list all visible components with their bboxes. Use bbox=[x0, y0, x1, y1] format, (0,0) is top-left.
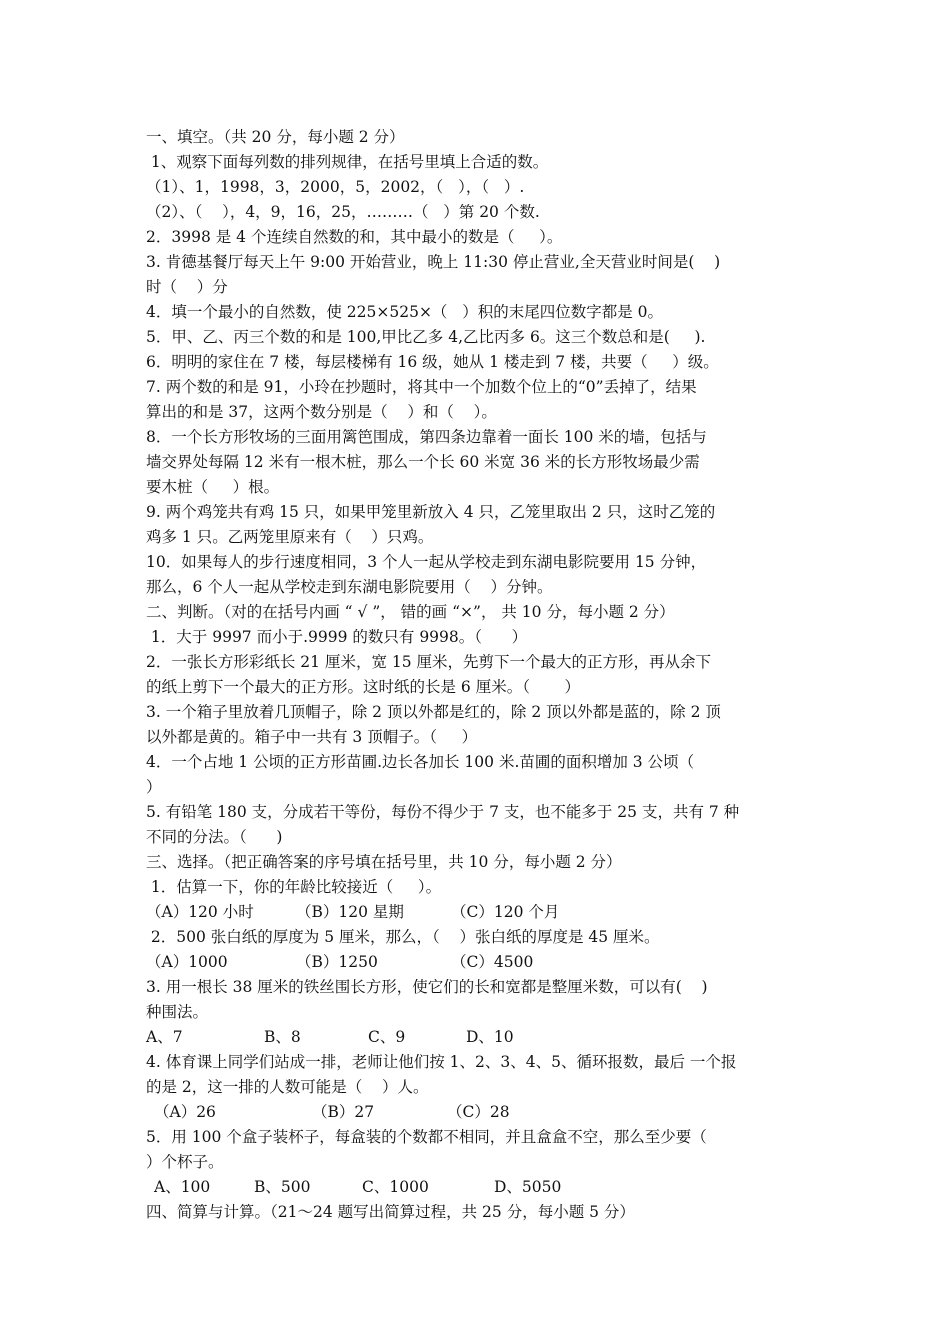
s3-question-5-cont: ）个杯子。 bbox=[146, 1153, 224, 1171]
option: C、9 bbox=[368, 1028, 406, 1046]
s1-line: 9. 两个鸡笼共有鸡 15 只，如果甲笼里新放入 4 只，乙笼里取出 2 只，这时乙笼的 bbox=[146, 503, 716, 521]
s1-line: 10．如果每人的步行速度相同，3 个人一起从学校走到东湖电影院要用 15 分钟， bbox=[146, 553, 707, 571]
s2-line: 1．大于 9997 而小于.9999 的数只有 9998。（ ） bbox=[146, 628, 528, 646]
option: （C）28 bbox=[447, 1103, 510, 1121]
s3-q2-options bbox=[146, 950, 810, 975]
option: （C）4500 bbox=[451, 953, 534, 971]
s1-line: 鸡多 1 只。乙两笼里原来有（ ）只鸡。 bbox=[146, 528, 434, 546]
option: （B）120 星期 bbox=[296, 903, 404, 921]
s1-line: 8．一个长方形牧场的三面用篱笆围成，第四条边靠着一面长 100 米的墙，包括与 bbox=[146, 428, 707, 446]
exam-page bbox=[146, 125, 810, 1225]
s2-line: 2．一张长方形彩纸长 21 厘米，宽 15 厘米，先剪下一个最大的正方形，再从余下 bbox=[146, 653, 712, 671]
s1-line: 7. 两个数的和是 91，小玲在抄题时，将其中一个加数个位上的“0”丢掉了，结果 bbox=[146, 378, 697, 396]
option: （A）1000 bbox=[146, 953, 228, 971]
s3-question-4: 4. 体育课上同学们站成一排，老师让他们按 1、2、3、4、5、循环报数，最后 一个报 bbox=[146, 1053, 737, 1071]
s2-line: 的纸上剪下一个最大的正方形。这时纸的长是 6 厘米。（ ） bbox=[146, 678, 580, 696]
s1-line: 要木桩（ ）根。 bbox=[146, 478, 280, 496]
s3-q1-options bbox=[146, 900, 810, 925]
s1-line: 算出的和是 37，这两个数分别是（ ）和（ ）。 bbox=[146, 403, 497, 421]
option: A、7 bbox=[146, 1028, 183, 1046]
option: （A）26 bbox=[154, 1103, 216, 1121]
s1-line: （1）、1，1998，3，2000，5，2002，（ ），（ ）. bbox=[146, 178, 525, 196]
s3-question-1: 1．估算一下，你的年龄比较接近（ ）。 bbox=[146, 878, 442, 896]
s3-question-4-cont: 的是 2，这一排的人数可能是（ ）人。 bbox=[146, 1078, 429, 1096]
section-4-heading: 四、简算与计算。（21～24 题写出简算过程，共 25 分，每小题 5 分） bbox=[146, 1203, 635, 1221]
s1-line: 那么，6 个人一起从学校走到东湖电影院要用（ ）分钟。 bbox=[146, 578, 553, 596]
s3-question-2: 2．500 张白纸的厚度为 5 厘米，那么，（ ）张白纸的厚度是 45 厘米。 bbox=[146, 928, 660, 946]
s1-line: 1、观察下面每列数的排列规律，在括号里填上合适的数。 bbox=[146, 153, 549, 171]
option: （B）27 bbox=[312, 1103, 375, 1121]
option: （C）120 个月 bbox=[451, 903, 560, 921]
section-1-heading: 一、填空。（共 20 分，每小题 2 分） bbox=[146, 128, 405, 146]
s2-line: 3. 一个箱子里放着几顶帽子，除 2 顶以外都是红的，除 2 顶以外都是蓝的，除 2 顶 bbox=[146, 703, 721, 721]
s2-line: 4．一个占地 1 公顷的正方形苗圃.边长各加长 100 米.苗圃的面积增加 3 公顷（ bbox=[146, 753, 695, 771]
section-2-heading: 二、判断。（对的在括号内画 “ √ ”， 错的画 “×”， 共 10 分，每小题 2 分） bbox=[146, 603, 675, 621]
s1-line: （2）、（ ），4，9，16，25，………（ ）第 20 个数. bbox=[146, 203, 540, 221]
s2-line: ） bbox=[146, 778, 162, 796]
s2-line: 5. 有铅笔 180 支，分成若干等份，每份不得少于 7 支，也不能多于 25 支，共有 7 种 bbox=[146, 803, 740, 821]
option: （B）1250 bbox=[296, 953, 378, 971]
s1-line: 4．填一个最小的自然数，使 225×525×（ ）积的末尾四位数字都是 0。 bbox=[146, 303, 664, 321]
s1-line: 5．甲、乙、丙三个数的和是 100,甲比乙多 4,乙比丙多 6。这三个数总和是( ). bbox=[146, 328, 706, 346]
section-3-heading: 三、选择。（把正确答案的序号填在括号里，共 10 分，每小题 2 分） bbox=[146, 853, 622, 871]
option: D、10 bbox=[466, 1028, 514, 1046]
s1-line: 2．3998 是 4 个连续自然数的和，其中最小的数是（ ）。 bbox=[146, 228, 563, 246]
s1-line: 墙交界处每隔 12 米有一根木桩，那么一个长 60 米宽 36 米的长方形牧场最少需 bbox=[146, 453, 700, 471]
s3-q3-options bbox=[146, 1025, 810, 1050]
s3-question-5: 5．用 100 个盒子装杯子，每盒装的个数都不相同，并且盒盒不空，那么至少要（ bbox=[146, 1128, 707, 1146]
s3-q4-options bbox=[146, 1100, 810, 1125]
s3-q5-options bbox=[146, 1175, 810, 1200]
s1-line: 3. 肯德基餐厅每天上午 9:00 开始营业，晚上 11:30 停止营业,全天营业时间是( ) bbox=[146, 253, 721, 271]
option: D、5050 bbox=[494, 1178, 562, 1196]
s3-question-3-cont: 种围法。 bbox=[146, 1003, 209, 1021]
option: （A）120 小时 bbox=[146, 903, 254, 921]
option: A、100 bbox=[154, 1178, 211, 1196]
s3-question-3: 3. 用一根长 38 厘米的铁丝围长方形，使它们的长和宽都是整厘米数，可以有( ) bbox=[146, 978, 708, 996]
s2-line: 以外都是黄的。箱子中一共有 3 顶帽子。（ ） bbox=[146, 728, 478, 746]
s1-line: 时（ ）分 bbox=[146, 278, 228, 296]
option: C、1000 bbox=[362, 1178, 429, 1196]
s2-line: 不同的分法。（ ) bbox=[146, 828, 283, 846]
s1-line: 6．明明的家住在 7 楼，每层楼梯有 16 级，她从 1 楼走到 7 楼，共要（ ）级。 bbox=[146, 353, 719, 371]
option: B、8 bbox=[264, 1028, 301, 1046]
option: B、500 bbox=[254, 1178, 311, 1196]
